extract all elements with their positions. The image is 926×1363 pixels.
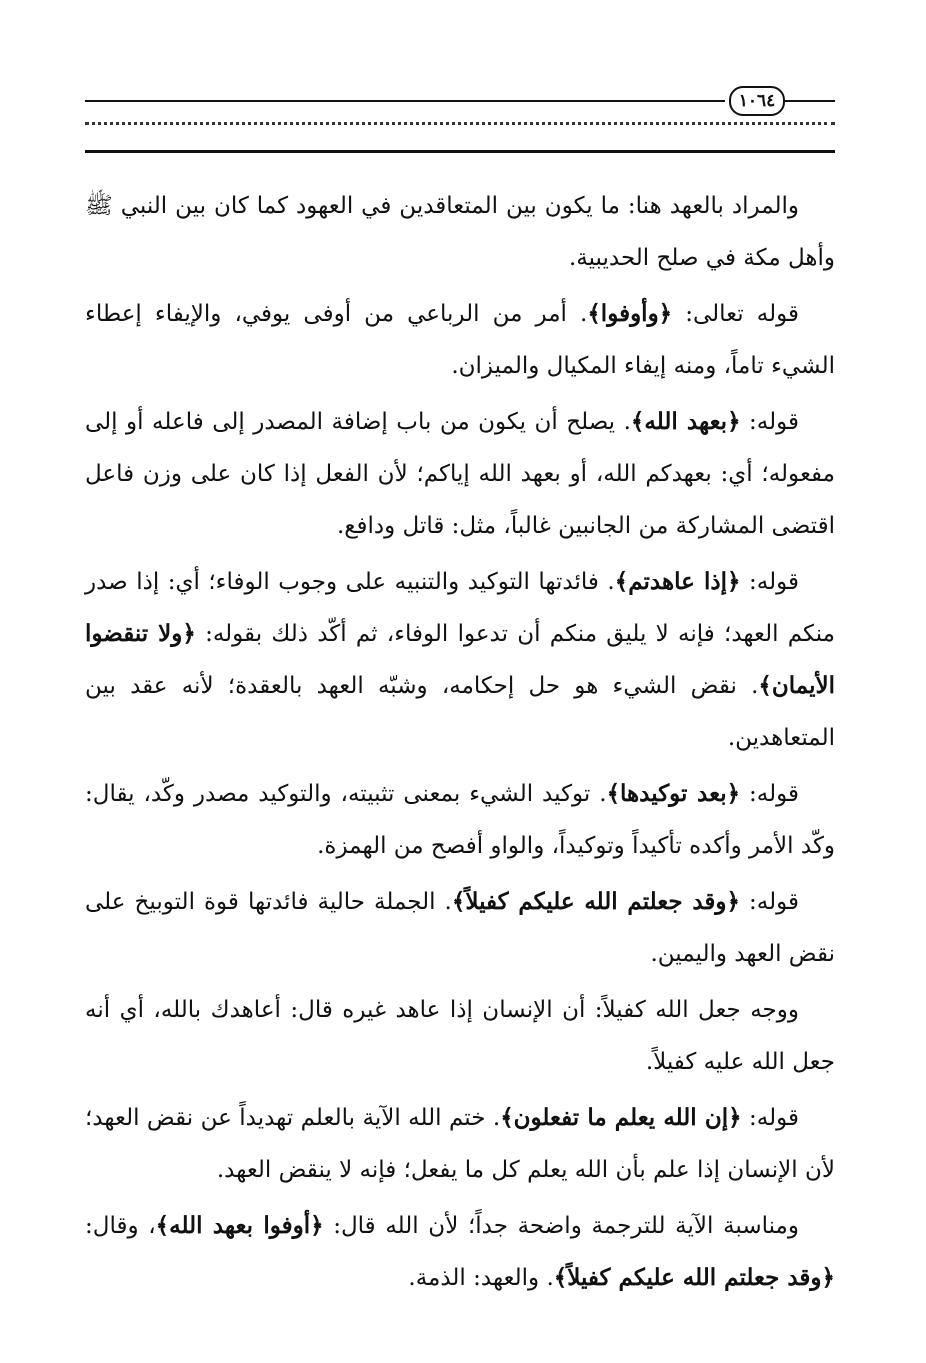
- text-segment: . فائدتها التوكيد والتنبيه على وجوب الوفاء؛ أي: إذا صدر منكم العهد؛ فإنه لا يليق منكم أن تدعوا الوفاء، ثم أكّد ذلك بقوله:: [85, 569, 835, 647]
- quran-quote: ﴿أوفوا بعهد الله﴾: [155, 1212, 324, 1239]
- header-rule-right: [780, 100, 835, 102]
- text-segment: ووجه جعل الله كفيلاً: أن الإنسان إذا عاهد غيره قال: أعاهدك بالله، أي أنه جعل الله عليه كفيلاً.: [85, 997, 835, 1075]
- header-rule-left: [85, 100, 725, 102]
- text-segment: قوله تعالى:: [672, 301, 799, 327]
- paragraph: [85, 396, 835, 552]
- page-header: [85, 84, 835, 156]
- page-body: [85, 180, 835, 1308]
- dotted-divider: [85, 122, 835, 131]
- paragraph: [85, 1092, 835, 1196]
- text-segment: قوله:: [740, 409, 799, 435]
- quran-quote: ﴿وقد جعلتم الله عليكم كفيلاً﴾: [451, 888, 740, 915]
- quran-quote: ﴿إذا عاهدتم﴾: [614, 568, 741, 595]
- text-segment: قوله:: [740, 569, 799, 595]
- text-segment: . نقض الشيء هو حل إحكامه، وشبّه العهد بالعقدة؛ لأنه عقد بين المتعاهدين.: [85, 673, 835, 751]
- text-segment: قوله:: [740, 781, 800, 807]
- paragraph: [85, 556, 835, 764]
- text-segment: . توكيد الشيء بمعنى تثبيته، والتوكيد مصدر وكّد، يقال: وكّد الأمر وأكده تأكيداً وتوكيداً، والواو أفصح من الهمزة.: [85, 781, 835, 859]
- header-rule-bottom: [85, 150, 835, 153]
- text-segment: . يصلح أن يكون من باب إضافة المصدر إلى فاعله أو إلى مفعوله؛ أي: بعهدكم الله، أو بعهد الله إياكم؛ لأن الفعل إذا كان على وزن فاعل اقتضى المشاركة من الجانبين غالباً، مثل: قاتل ودافع.: [85, 409, 835, 539]
- text-segment: ومناسبة الآية للترجمة واضحة جداً؛ لأن الله قال:: [323, 1213, 799, 1239]
- text-segment: . والعهد: الذمة.: [408, 1265, 554, 1291]
- text-segment: ، وقال:: [85, 1213, 156, 1239]
- quran-quote: ﴿إن الله يعلم ما تفعلون﴾: [500, 1104, 742, 1131]
- quran-quote: ﴿وقد جعلتم الله عليكم كفيلاً﴾: [553, 1264, 835, 1291]
- text-segment: والمراد بالعهد هنا: ما يكون بين المتعاقدين في العهود كما كان بين النبي ﷺ وأهل مكة في صلح الحديبية.: [85, 193, 835, 271]
- paragraph: [85, 1200, 835, 1304]
- quran-quote: ﴿ولا تنقضوا الأيمان﴾: [85, 620, 835, 699]
- quran-quote: ﴿وأوفوا﴾: [587, 300, 673, 327]
- page-number: ١٠٦٤: [729, 86, 785, 116]
- text-segment: . الجملة حالية فائدتها قوة التوبيخ على نقض العهد واليمين.: [85, 889, 835, 967]
- text-segment: . ختم الله الآية بالعلم تهديداً عن نقض العهد؛ لأن الإنسان إذا علم بأن الله يعلم كل ما يفعل؛ فإنه لا ينقض العهد.: [85, 1105, 835, 1183]
- paragraph: [85, 876, 835, 980]
- paragraph: [85, 768, 835, 872]
- paragraph: [85, 288, 835, 392]
- paragraph: [85, 984, 835, 1088]
- paragraph: [85, 180, 835, 284]
- text-segment: . أمر من الرباعي من أوفى يوفي، والإيفاء إعطاء الشيء تاماً، ومنه إيفاء المكيال والميزان.: [85, 301, 835, 379]
- quran-quote: ﴿بعد توكيدها﴾: [606, 780, 741, 807]
- text-segment: قوله:: [741, 1105, 799, 1131]
- text-segment: قوله:: [740, 889, 800, 915]
- quran-quote: ﴿بعهد الله﴾: [630, 408, 741, 435]
